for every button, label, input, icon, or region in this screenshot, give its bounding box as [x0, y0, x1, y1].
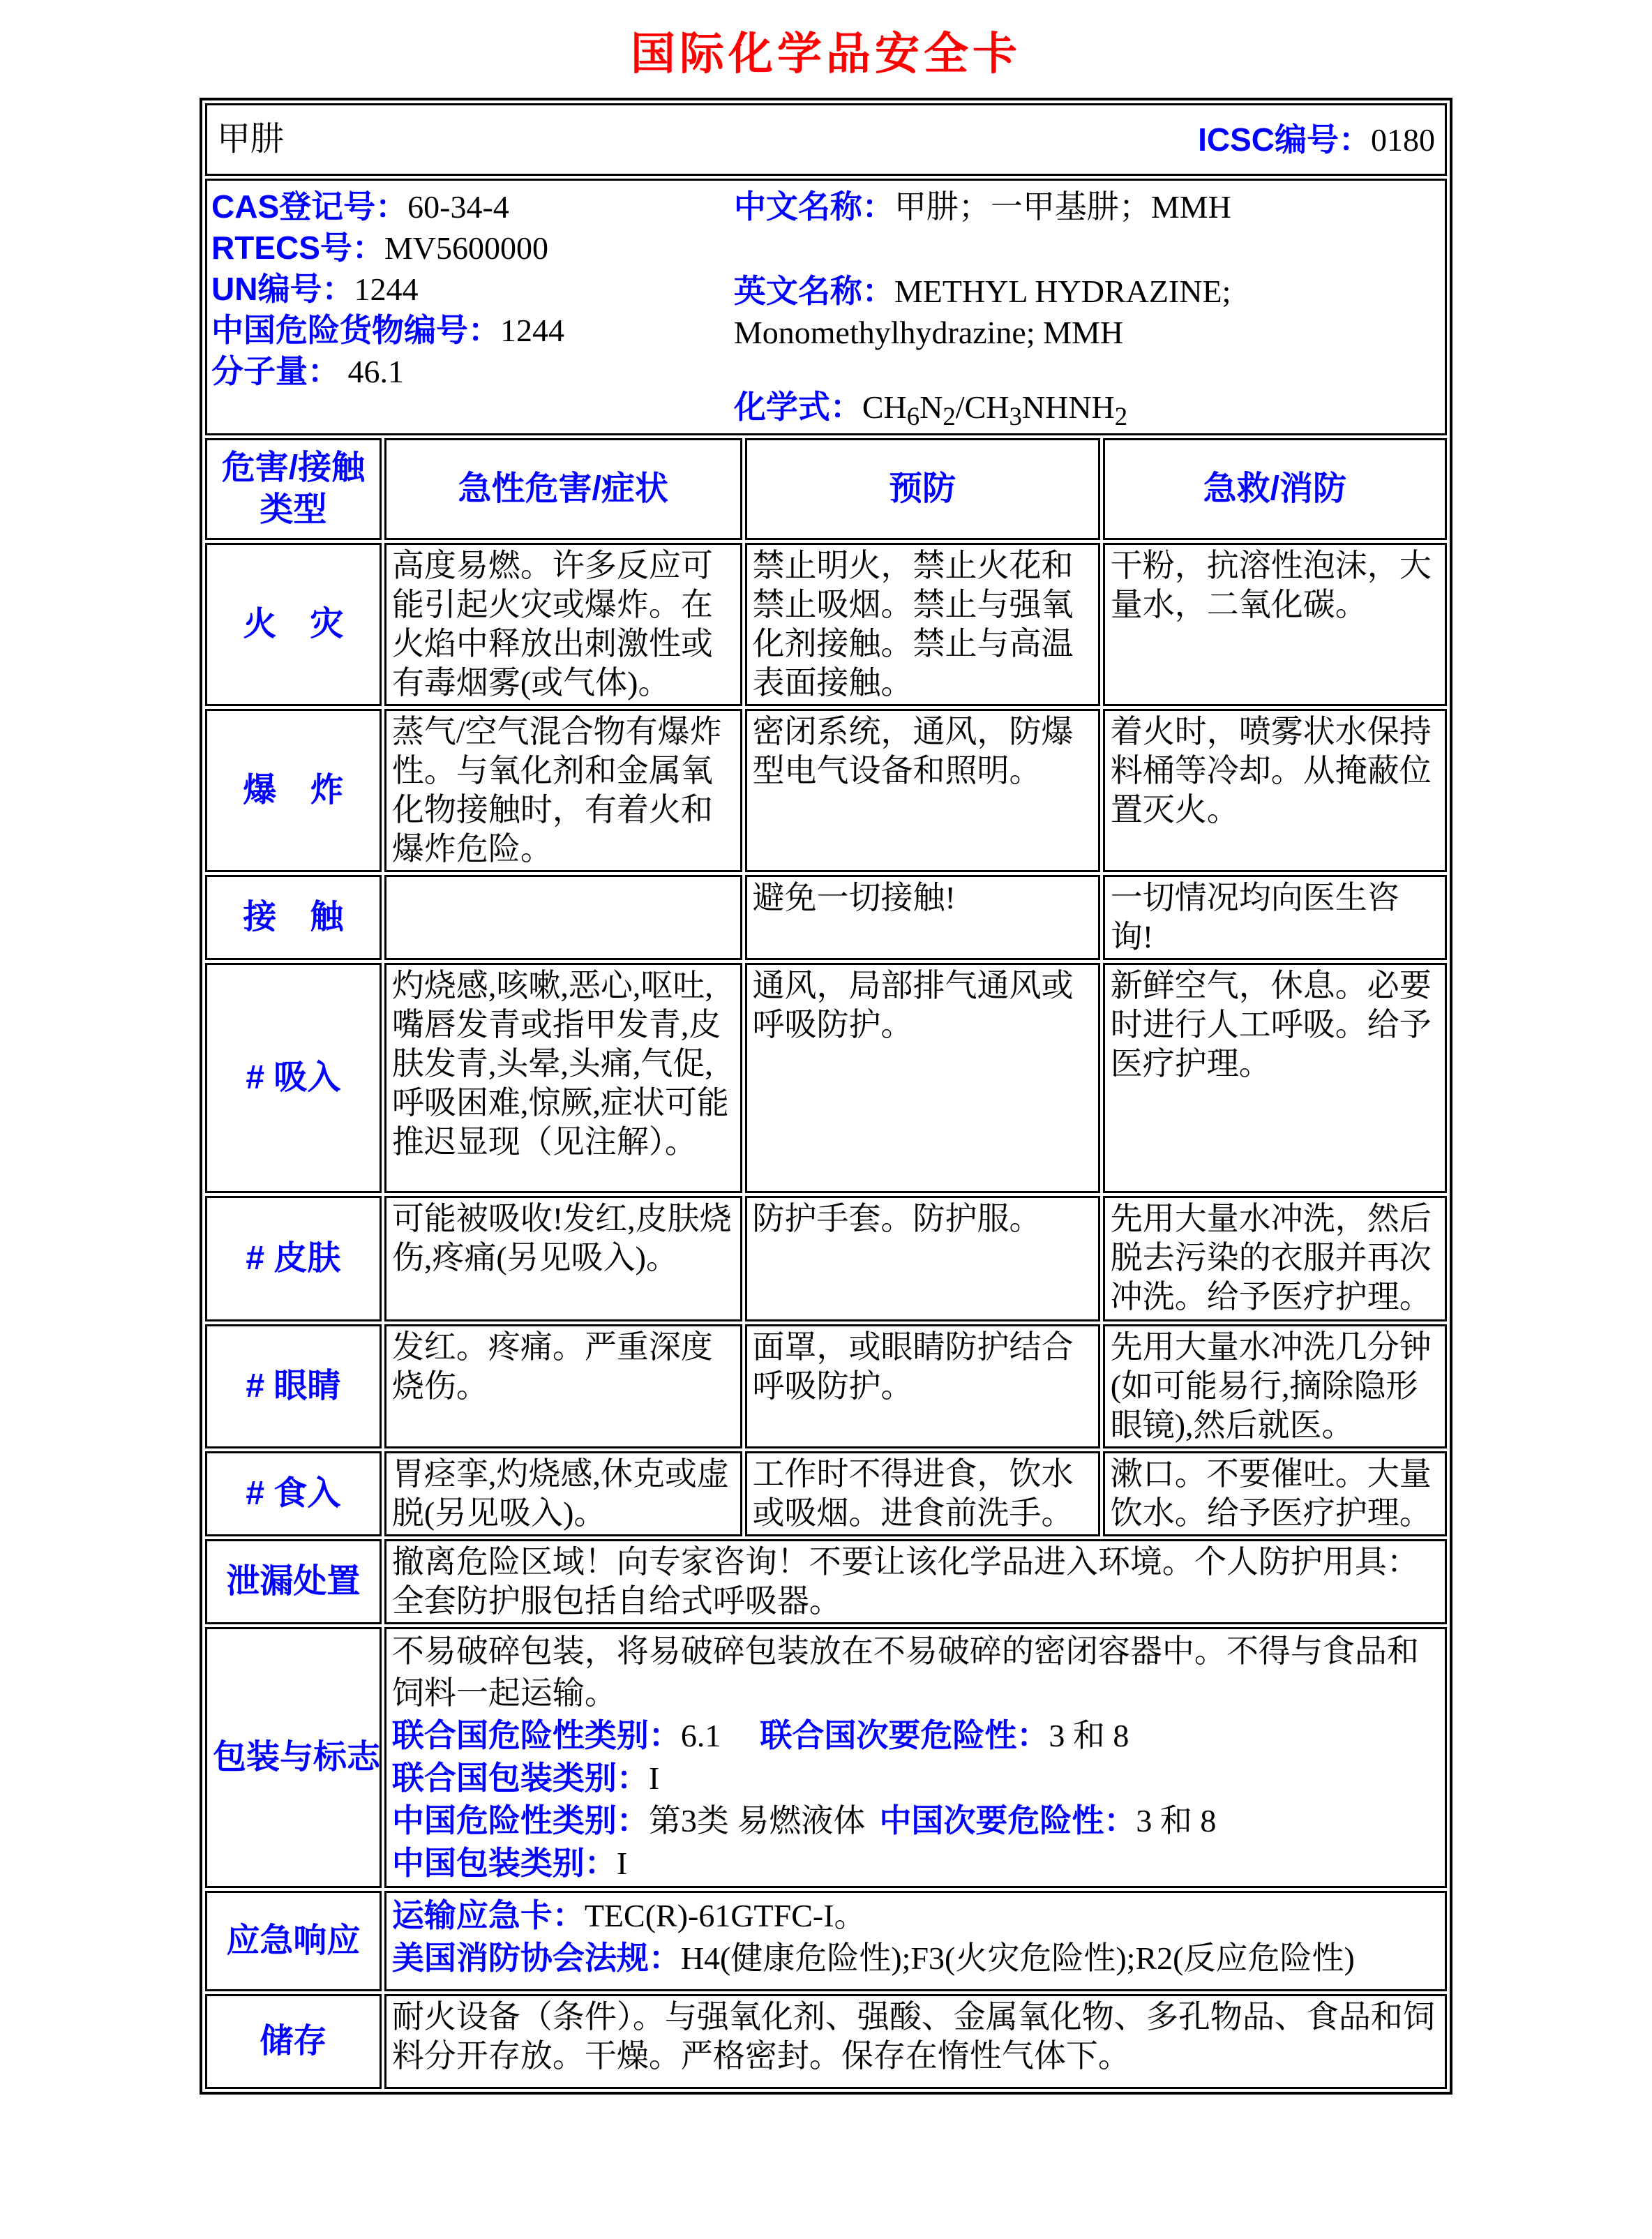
identifiers-right [733, 186, 1441, 431]
un-pack-line: 联合国包装类别：I [391, 1760, 660, 1796]
emergency-row [205, 1891, 1447, 1991]
icsc-value: 0180 [1371, 121, 1435, 158]
skin-aid: 先用大量水冲洗，然后脱去污染的衣服并再次冲洗。给予医疗护理。 [1103, 1196, 1447, 1321]
packaging-label: 包装与标志 [205, 1627, 382, 1888]
mol-weight-value: 46.1 [347, 354, 404, 389]
en-name-line1: METHYL HYDRAZINE; [894, 274, 1231, 309]
fire-label: 火 灾 [205, 543, 382, 706]
ingestion-prevention: 工作时不得进食，饮水或吸烟。进食前洗手。 [745, 1451, 1100, 1536]
contact-row [205, 875, 1447, 960]
header-prevention: 预防 [745, 438, 1100, 540]
mol-weight-label: 分子量： [211, 353, 340, 389]
eyes-label: # 眼睛 [205, 1324, 382, 1448]
emergency-label: 应急响应 [205, 1891, 382, 1991]
cn-class-line: 中国危险性类别：第3类 易燃液体 中国次要危险性：3 和 8 [391, 1802, 1217, 1839]
eyes-prevention: 面罩，或眼睛防护结合呼吸防护。 [745, 1324, 1100, 1448]
packaging-row [205, 1627, 1447, 1888]
inhalation-aid: 新鲜空气，休息。必要时进行人工呼吸。给予医疗护理。 [1103, 963, 1447, 1193]
ingestion-row [205, 1451, 1447, 1536]
cas-label: CAS登记号： [211, 188, 408, 225]
explosion-aid: 着火时，喷雾状水保持料桶等冷却。从掩蔽位置灭火。 [1103, 709, 1447, 872]
fire-row [205, 543, 1447, 706]
en-name-label: 英文名称： [733, 273, 894, 309]
identifiers-row [205, 179, 1447, 435]
identifiers-left [211, 186, 734, 428]
storage-row [205, 1994, 1447, 2089]
fire-aid: 干粉，抗溶性泡沫，大量水，二氧化碳。 [1103, 543, 1447, 706]
spill-text: 撤离危险区域！向专家咨询！不要让该化学品进入环境。个人防护用具：全套防护服包括自给式呼吸器。 [384, 1539, 1447, 1624]
un-number-label: UN编号： [211, 271, 354, 307]
rtecs-value: MV5600000 [384, 230, 549, 266]
un-number-value: 1244 [354, 271, 419, 307]
contact-prevention: 避免一切接触! [745, 875, 1100, 960]
safety-card-table [200, 98, 1452, 2095]
inhalation-symptoms: 灼烧感,咳嗽,恶心,呕吐,嘴唇发青或指甲发青,皮肤发青,头晕,头痛,气促,呼吸困难,惊厥,症状可能推迟显现（见注解）。 [384, 963, 742, 1193]
name-cell [205, 103, 1447, 176]
skin-symptoms: 可能被吸收!发红,皮肤烧伤,疼痛(另见吸入)。 [384, 1196, 742, 1321]
spill-row [205, 1539, 1447, 1624]
ingestion-label: # 食入 [205, 1451, 382, 1536]
ingestion-symptoms: 胃痉挛,灼烧感,休克或虚脱(另见吸入)。 [384, 1451, 742, 1536]
explosion-label: 爆 炸 [205, 709, 382, 872]
inhalation-label: # 吸入 [205, 963, 382, 1193]
explosion-symptoms: 蒸气/空气混合物有爆炸性。与氧化剂和金属氧化物接触时，有着火和爆炸危险。 [384, 709, 742, 872]
contact-symptoms [384, 875, 742, 960]
inhalation-row [205, 963, 1447, 1193]
fire-symptoms: 高度易燃。许多反应可能引起火灾或爆炸。在火焰中释放出刺激性或有毒烟雾(或气体)。 [384, 543, 742, 706]
explosion-row [205, 709, 1447, 872]
inhalation-prevention: 通风，局部排气通风或呼吸防护。 [745, 963, 1100, 1193]
product-name: 甲肼 [217, 121, 285, 158]
icsc-number [1198, 120, 1435, 160]
storage-label: 储存 [205, 1994, 382, 2089]
skin-prevention: 防护手套。防护服。 [745, 1196, 1100, 1321]
cn-name-label: 中文名称： [733, 188, 894, 225]
fire-prevention: 禁止明火，禁止火花和禁止吸烟。禁止与强氧化剂接触。禁止与高温表面接触。 [745, 543, 1100, 706]
eyes-row [205, 1324, 1447, 1448]
emergency-cell [384, 1891, 1447, 1991]
header-first-aid: 急救/消防 [1103, 438, 1447, 540]
nfpa-line: 美国消防协会法规：H4(健康危险性);F3(火灾危险性);R2(反应危险性) [391, 1940, 1355, 1976]
ingestion-aid: 漱口。不要催吐。大量饮水。给予医疗护理。 [1103, 1451, 1447, 1536]
cn-dg-number-value: 1244 [500, 313, 564, 348]
header-acute-symptoms: 急性危害/症状 [384, 438, 742, 540]
cas-value: 60-34-4 [407, 189, 509, 225]
chemical-formula: 化学式：$CH_6N_2/CH_3NHNH_2$ [733, 389, 1128, 431]
rtecs-label: RTECS号： [211, 230, 384, 266]
en-name-line2: Monomethylhydrazine; MMH [733, 315, 1124, 350]
eyes-symptoms: 发红。疼痛。严重深度烧伤。 [384, 1324, 742, 1448]
identifiers-cell [205, 179, 1447, 435]
packaging-text: 不易破碎包装，将易破碎包装放在不易破碎的密闭容器中。不得与食品和饲料一起运输。 [391, 1633, 1419, 1711]
formula-label: 化学式： [733, 389, 862, 425]
explosion-prevention: 密闭系统，通风，防爆型电气设备和照明。 [745, 709, 1100, 872]
un-class-line: 联合国危险性类别：6.1 联合国次要危险性：3 和 8 [391, 1717, 1129, 1753]
hazard-header-row [205, 438, 1447, 540]
eyes-aid: 先用大量水冲洗几分钟(如可能易行,摘除隐形眼镜),然后就医。 [1103, 1324, 1447, 1448]
skin-label: # 皮肤 [205, 1196, 382, 1321]
storage-text: 耐火设备（条件）。与强氧化剂、强酸、金属氧化物、多孔物品、食品和饲料分开存放。干燥。严格密封。保存在惰性气体下。 [384, 1994, 1447, 2089]
cn-pack-line: 中国包装类别：I [391, 1845, 628, 1881]
spill-label: 泄漏处置 [205, 1539, 382, 1624]
contact-label: 接 触 [205, 875, 382, 960]
icsc-label: ICSC编号： [1198, 121, 1371, 158]
header-hazard-type: 危害/接触 类型 [205, 438, 382, 540]
cn-dg-number-label: 中国危险货物编号： [211, 312, 500, 348]
page-title: 国际化学品安全卡 [631, 29, 1021, 79]
tec-line: 运输应急卡：TEC(R)-61GTFC-I。 [391, 1897, 866, 1933]
card-name-row [205, 103, 1447, 176]
contact-aid: 一切情况均向医生咨询! [1103, 875, 1447, 960]
skin-row [205, 1196, 1447, 1321]
cn-name-value: 甲肼；一甲基肼；MMH [894, 189, 1231, 225]
packaging-cell [384, 1627, 1447, 1888]
